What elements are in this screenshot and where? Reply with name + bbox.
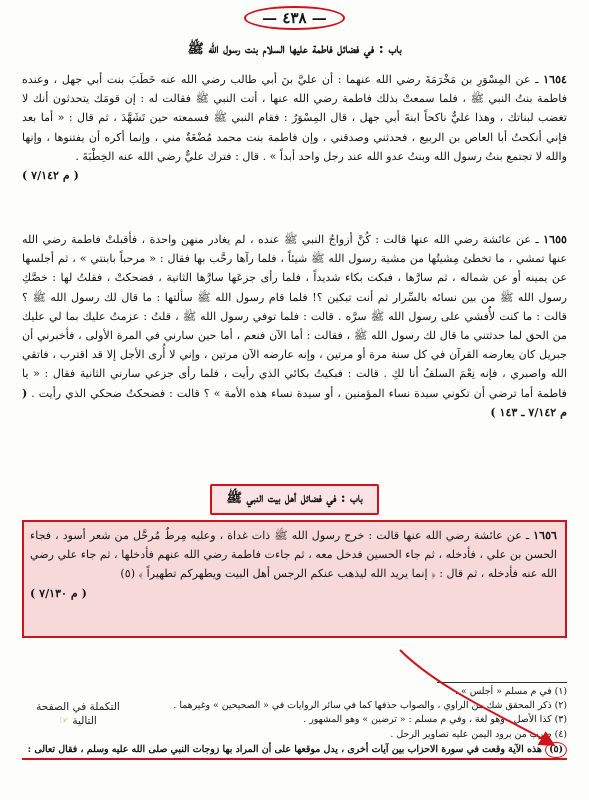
footnote-divider bbox=[437, 682, 567, 683]
hadith-number: ١٦٥٤ bbox=[543, 73, 567, 86]
footnote-5-text: هذه الآية وقعت في سورة الاحزاب بين آيات أخرى ، يدل موقعها على أن المراد بها زوجات النبي صلى الله عليه وسلم ، فقال تعالى : bbox=[27, 743, 542, 755]
hadith-1655 bbox=[22, 230, 567, 480]
continuation-note bbox=[32, 700, 124, 728]
hand-pointing-icon: ☞ bbox=[59, 714, 70, 727]
hadith-number: ١٦٥٥ bbox=[543, 233, 568, 246]
hadith-text: ـ عن عائشة رضي الله عنها قالت : خرج رسول الله ﷺ ذات غداة ، وعليه مِرطٌ مُرحَّل من شعر أسود ، فجاء الحسن بن علي ، فأدخله ، ثم جاء الحسين فدخل معه ، ثم جاءت فاطمة رضي الله عنهم فأدخلها ، ثم جاء علي رضي الله عنه فأدخله ، ثم قال : ﴿ إنما يريد الله ليذهب عنكم الرجس أهل البيت ويطهركم تطهيراً ﴾ (٥) bbox=[30, 529, 557, 581]
page-number: — ٤٣٨ — bbox=[244, 6, 345, 30]
page-number-area bbox=[22, 6, 567, 32]
chapter-title: باب : في فضائل فاطمة عليها السلام بنت رسول الله ﷺ bbox=[187, 41, 402, 57]
hadith-text: ـ عن المِسْوَرِ بن مَخْرَمَةَ رضي الله عنهما : أن عليَّ بنَ أبي طالب رضي الله عنه خَطَبَ بنت أبي جهل ، وعنده فاطمة بنتُ النبي ﷺ ، فلما سمعتْ بذلك فاطمة رضي الله عنها ، أتت النبي ﷺ فقالت له : إن قومَك يتحدثون أنك لا تغضب لبناتك ، وهذا عليٌّ ناكحاً ابنةَ أبي جهل ، قال المِسْوَرُ : فقام النبي ﷺ فسمعته حين تَشَهَّدَ ، ثم قال : « أما بعد فإني أنكحتُ أبا العاص بن الربيع ، فحدثني وصدقني ، وإن فاطمة بنت محمد مُضْغَةٌ مني ، وإنما أكره أن يفتنوها ، وإنها والله لا تجتمع بنتُ رسول الله وبنتُ عدو الله عند رجل واحد أبداً » . قال : فترك عليٌّ رضي الله عنه الخِطْبَةَ . bbox=[22, 73, 567, 163]
footnote-4: (٤) ضرب من برود اليمن عليه تصاوير الرحل . bbox=[390, 728, 567, 740]
hadith-reference: ( م ٧/١٤٢ ـ ١٤٣ ) bbox=[22, 386, 567, 419]
section-heading bbox=[22, 484, 567, 514]
hadith-reference: ( م ٧/١٤٢ ) bbox=[22, 169, 79, 183]
footnote-1: (١) في م مسلم « أجلس » . bbox=[455, 686, 567, 697]
footnote-5-mark: (٥) bbox=[545, 742, 567, 758]
continuation-text: التكملة في الصفحة التالية bbox=[36, 701, 120, 727]
footnote-5 bbox=[22, 742, 567, 760]
section-title: باب : في فضائل أهل بيت النبي ﷺ bbox=[210, 484, 378, 515]
footnote-2: (٢) ذكر المحقق شك من الراوي ، والصواب حذفها كما في سائر الروايات في « الصحيحين » وغيرهما . bbox=[173, 700, 567, 712]
hadith-1656-highlighted bbox=[22, 520, 567, 638]
hadith-reference: ( م ٧/١٣٠ ) bbox=[30, 586, 87, 600]
hadith-1654 bbox=[22, 70, 567, 218]
footnote-3: (٣) كذا الأصل ، وهو لغة ، وفي م مسلم : « ترضين » وهو المشهور . bbox=[303, 714, 567, 726]
hadith-text: ـ عن عائشة رضي الله عنها قالت : كُنَّ أزواجُ النبي ﷺ عنده ، لم يغادر منهن واحدة ، فأقبلتْ فاطمة رضي الله عنها تمشي ، ما تخطئ مِشيتُها من مشية رسول الله ﷺ شيئاً ، فلما رآها رحَّب بها فقال : « مرحباً بابنتي » ، ثم أجلسها عن يمينه أو عن شماله ، ثم سارَّها ، فبكت بكاء شديداً ، فلما رأى جزعَها سارَّها الثانية ، فضحكتْ ، فقلتُ لها : خصَّكِ رسول الله ﷺ من بين نسائه بالسِّرار ثم أنت تبكين ؟! فلما قام رسول الله ﷺ سألتها : ما قال لك رسول الله ﷺ ؟ قالت : ما كنت لأُفشي على رسول الله ﷺ سرَّه . قالت : فلما توفي رسول الله ﷺ ، قلتُ : عزمتُ عليك بما لي عليك من الحق لما حدثتني ما قال لك رسول الله ﷺ ، فقالت : أما الآن فنعم ، أما حين سارني في المرة الأولى ، فأخبرني أن جبريل كان يعارضه القرآن في كل سنة مرة أو مرتين ، وإنه عارضه الآن مرتين ، وإني لا أُرى الأجل إلا قد اقترب ، فاتقي الله واصبري ، فإنه نِعْمَ السلفُ أنا لكِ . قالت : فبكيتُ بكائي الذي رأيت ، فلما رأى جزعي سارني الثانية فقال : « يا فاطمة أما ترضي أن تكوني سيدة نساء المؤمنين ، أو سيدة نساء هذه الأمة » ؟ قالت : فضحكتُ ضحكي الذي رأيت . bbox=[22, 233, 567, 400]
hadith-number: ١٦٥٦ bbox=[533, 529, 557, 542]
